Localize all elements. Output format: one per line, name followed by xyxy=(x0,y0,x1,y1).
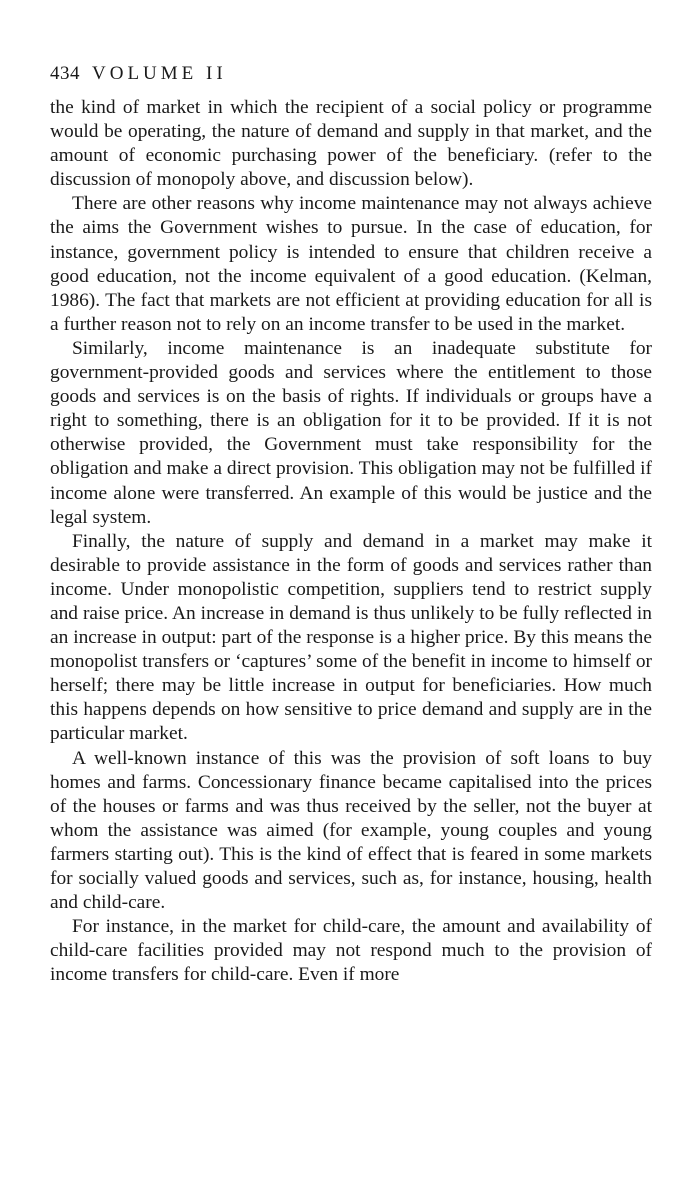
paragraph: There are other reasons why income maintenance may not always achieve the aims the Government wishes to pursue. In the case of education, for instance, government policy is intended to ensure that children receive a good education, not the income equivalent of a good education. (Kelman, 1986). The fact that markets are not efficient at providing education for all is a further reason not to rely on an income transfer to be used in the market. xyxy=(50,193,652,335)
paragraph: Similarly, income maintenance is an inadequate substitute for government-provided goods and services where the entitlement to those goods and services is on the basis of rights. If individuals or groups have a right to something, there is an obligation for it to be provided. If it is not otherwise provided, the Government must take responsibility for the obligation and make a direct provision. This obligation may not be fulfilled if income alone were transferred. An example of this would be justice and the legal system. xyxy=(50,337,652,528)
running-head xyxy=(50,62,652,86)
book-page xyxy=(50,62,652,987)
page-number: 434 xyxy=(50,63,80,84)
paragraph: A well-known instance of this was the provision of soft loans to buy homes and farms. Concessionary finance became capitalised into the prices of the houses or farms and was thus received by the seller, not the buyer at whom the assistance was aimed (for example, young couples and young farmers starting out). This is the kind of effect that is feared in some markets for socially valued goods and services, such as, for instance, housing, health and child-care. xyxy=(50,747,652,914)
paragraph: For instance, in the market for child-care, the amount and availability of child-care facilities provided may not respond much to the provision of income transfers for child-care. Even if more xyxy=(50,916,652,986)
body-text xyxy=(50,96,652,987)
paragraph: Finally, the nature of supply and demand in a market may make it desirable to provide assistance in the form of goods and services rather than income. Under monopolistic competition, suppliers tend to restrict supply and raise price. An increase in demand is thus unlikely to be fully reflected in an increase in output: part of the response is a higher price. By this means the monopolist transfers or ‘captures’ some of the benefit in income to himself or herself; there may be little increase in output for beneficiaries. How much this happens depends on how sensitive to price demand and supply are in the particular market. xyxy=(50,530,652,745)
paragraph-continued: the kind of market in which the recipient of a social policy or programme would be operating, the nature of demand and supply in that market, and the amount of economic purchasing power of the beneficiary. (refer to the discussion of monopoly above, and discussion below). xyxy=(50,97,652,191)
volume-label: VOLUME II xyxy=(92,63,227,84)
